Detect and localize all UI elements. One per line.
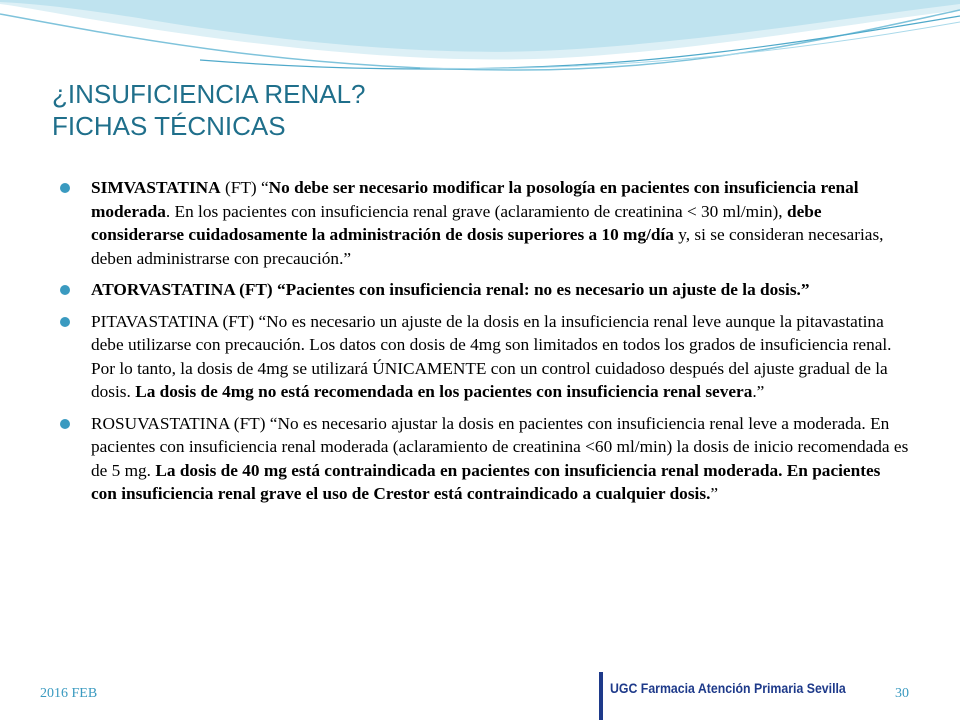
- text-segment-bold: La dosis de 4mg no está recomendada en los pacientes con insuficiencia renal severa: [135, 382, 753, 401]
- bullet-item-simvastatina: [60, 176, 910, 270]
- bullet-item-atorvastatina: [60, 278, 910, 302]
- bullet-item-rosuvastatina: [60, 412, 910, 506]
- organization-logo: UGC Farmacia Atención Primaria Sevilla: [610, 680, 846, 696]
- bullet-dot-icon: [60, 285, 70, 295]
- text-segment: . En los pacientes con insuficiencia renal grave (aclaramiento de creatinina < 30 ml/min),: [165, 201, 787, 221]
- text-segment: PITAVASTATINA (FT) “No es necesario un ajuste de la dosis en la insuficiencia renal leve aunque la pitavastatina debe utilizarse con precaución. Los datos con dosis de 4mg son limitados en todos los grados de insuficiencia renal. Por lo tanto, la dosis de 4mg se utilizará ÚNICAMENTE con un control cuidadoso después del ajuste gradual de la dosis.: [91, 311, 892, 401]
- text-segment-bold: No debe ser necesario modificar la posología en pacientes con insuficiencia renal moderada: [91, 178, 859, 221]
- text-segment-bold: La dosis de 40 mg está contraindicada en pacientes con insuficiencia renal moderada. En pacientes con insuficiencia renal grave el uso de Crestor está contraindicado a cualquier dosis.: [91, 460, 881, 503]
- text-segment-bold: debe considerarse cuidadosamente la administración de dosis superiores a 10 mg/día: [91, 201, 822, 244]
- text-segment: ”: [710, 484, 719, 503]
- drug-name: SIMVASTATINA: [91, 178, 221, 197]
- bullet-item-pitavastatina: [60, 310, 910, 404]
- title-line-2: FICHAS TÉCNICAS: [52, 111, 286, 141]
- bullet-dot-icon: [60, 317, 70, 327]
- text-segment: .”: [752, 382, 765, 401]
- footer-date: 2016 FEB: [40, 686, 98, 701]
- header-wave-decoration: [0, 0, 960, 80]
- bullet-dot-icon: [60, 419, 70, 429]
- page-title: [52, 78, 852, 142]
- text-segment-bold: ATORVASTATINA (FT) “Pacientes con insuficiencia renal: no es necesario un ajuste de la dosis.”: [91, 280, 810, 299]
- title-line-1: ¿INSUFICIENCIA RENAL?: [52, 79, 366, 109]
- page-number: 30: [895, 686, 909, 701]
- text-segment: (FT) “: [220, 178, 269, 197]
- text-segment: ROSUVASTATINA (FT) “No es necesario ajustar la dosis en pacientes con insuficiencia renal leve a moderada. En pacientes con insuficiencia renal moderada (aclaramiento de creatinina <60 ml/min) la dosis de inicio recomendada es de 5 mg.: [91, 413, 909, 480]
- bullet-dot-icon: [60, 183, 70, 193]
- logo-bar: [599, 672, 603, 720]
- bullet-list: [60, 176, 910, 514]
- text-segment: y, si se consideran necesarias, deben administrarse con precaución.”: [91, 225, 884, 268]
